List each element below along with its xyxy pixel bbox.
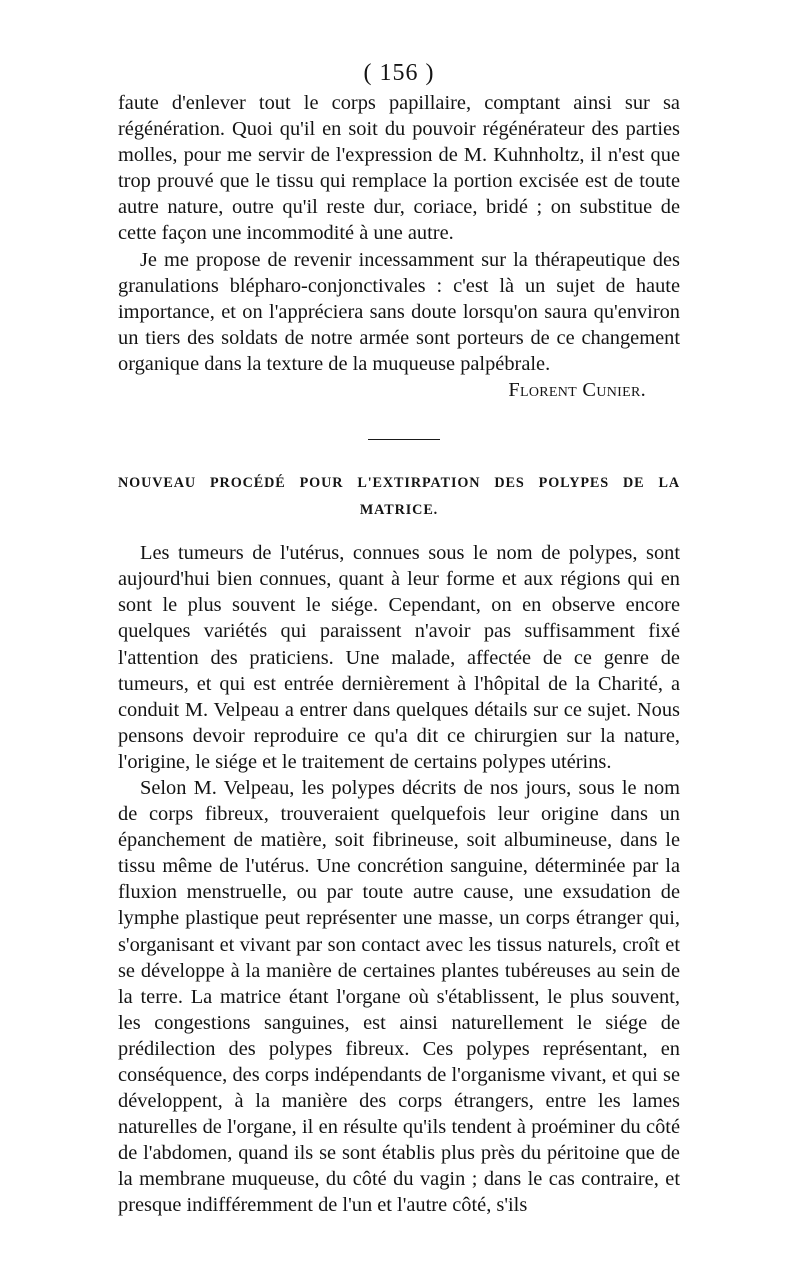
continuation-paragraph: faute d'enlever tout le corps papillaire, comptant ainsi sur sa régénération. Quoi qu'il en soit du pouvoir régénérateur des parties molles, pour me servir de l'expression de M. Kuhnholtz, il n'est que trop prouvé que le tissu qui remplace la portion excisée est de toute autre nature, outre qu'il reste dur, coriace, bridé ; on substitue de cette façon une incommodité à une autre. (118, 92, 680, 245)
section-separator-rule (368, 439, 440, 440)
section-title-line-2: MATRICE. (359, 502, 439, 519)
document-page (118, 58, 680, 1219)
page-number: ( 156 ) (363, 60, 435, 86)
closing-paragraph (118, 247, 680, 377)
section-title (118, 470, 680, 524)
author-signature: Florent Cunier. (508, 379, 646, 402)
body-paragraph-1: Les tumeurs de l'utérus, connues sous le nom de polypes, sont aujourd'hui bien connues, quant à leur forme et aux régions qui en sont le plus souvent le siége. Cependant, on en observe encore quelques variétés qui paraissent n'avoir pas suffisamment fixé l'attention des praticiens. Une malade, affectée de ce genre de tumeurs, et qui est entrée dernièrement à l'hôpital de la Charité, a conduit M. Velpeau a entrer dans quelques détails sur ce sujet. Nous pensons devoir reproduire ce qu'a dit ce chirurgien sur la nature, l'origine, le siége et le traitement de certains polypes utérins. (118, 542, 680, 773)
closing-paragraph-text: Je me propose de revenir incessamment sur la thérapeutique des granulations blépharo-conjonctivales : c'est là un sujet de haute importance, et on l'appréciera sans doute lorsqu'on saura qu'environ un tiers des soldats de notre armée sont porteurs de ce changement organique dans la texture de la muqueuse palpébrale. (118, 248, 680, 375)
signature-line (118, 377, 680, 403)
section-title-line-1: NOUVEAU PROCÉDÉ POUR L'EXTIRPATION DES POLYPES DE LA (118, 475, 680, 492)
body-paragraph-2: Selon M. Velpeau, les polypes décrits de nos jours, sous le nom de corps fibreux, trouveraient quelquefois leur origine dans un épanchement de matière, soit fibrineuse, soit albumineuse, dans le tissu même de l'utérus. Une concrétion sanguine, déterminée par la fluxion menstruelle, ou par toute autre cause, une exsudation de lymphe plastique peut représenter une masse, un corps étranger qui, s'organisant et vivant par son contact avec les tissus naturels, croît et se développe à la manière de certaines plantes tubéreuses au sein de la terre. La matrice étant l'organe où s'établissent, le plus souvent, les congestions sanguines, est ainsi naturellement le siége de prédilection des polypes fibreux. Ces polypes représentant, en conséquence, des corps indépendants de l'organisme vivant, et qui se développent, à la manière des corps étrangers, entre les lames naturelles de l'organe, il en résulte qu'ils tendent à proéminer du côté de l'abdomen, quand ils se sont établis plus près du péritoine que de la membrane muqueuse, du côté du vagin ; dans le cas contraire, et presque indifféremment de l'un et l'autre côté, s'ils (118, 776, 680, 1217)
